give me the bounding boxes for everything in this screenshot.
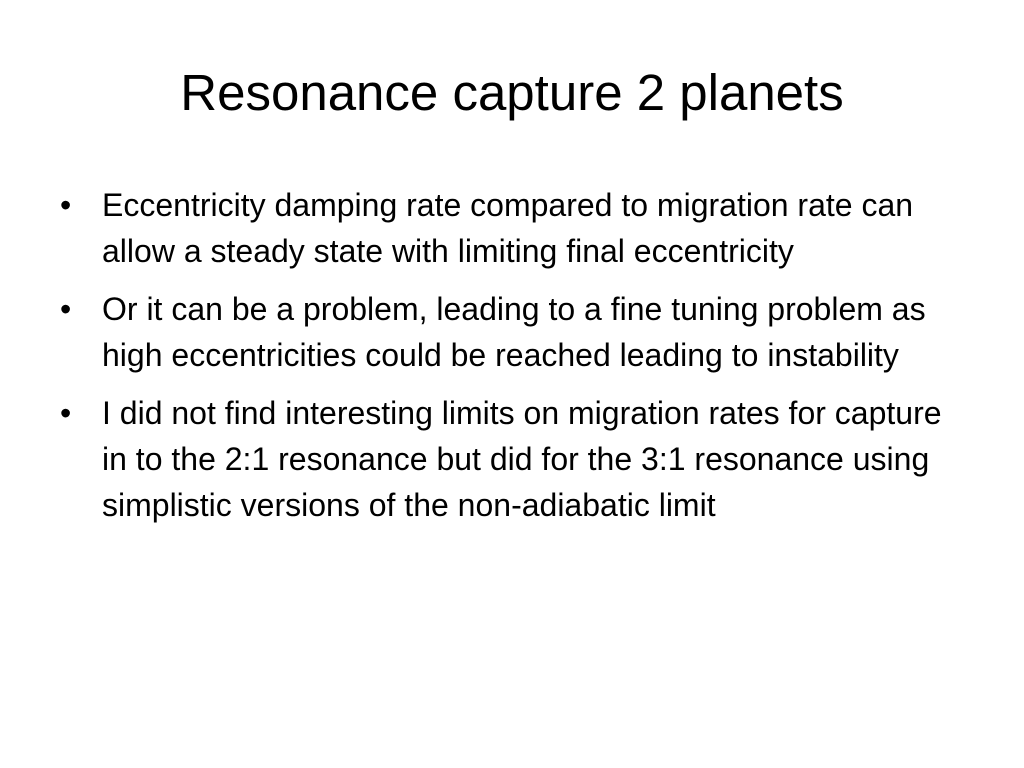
bullet-text: Eccentricity damping rate compared to migration rate can allow a steady state with limiting final eccentricity [102, 187, 914, 269]
slide-title: Resonance capture 2 planets [180, 64, 844, 121]
list-item [60, 286, 970, 378]
bullet-text: Or it can be a problem, leading to a fine tuning problem as high eccentricities could be reached leading to instability [102, 291, 926, 373]
bullet-icon: • [60, 187, 72, 223]
bullet-text: I did not find interesting limits on migration rates for capture in to the 2:1 resonance but did for the 3:1 resonance using simplistic versions of the non-adiabatic limit [102, 395, 942, 523]
bullet-list [60, 182, 970, 540]
bullet-icon: • [60, 395, 72, 431]
bullet-icon: • [60, 291, 72, 327]
list-item [60, 390, 970, 528]
list-item [60, 182, 970, 274]
